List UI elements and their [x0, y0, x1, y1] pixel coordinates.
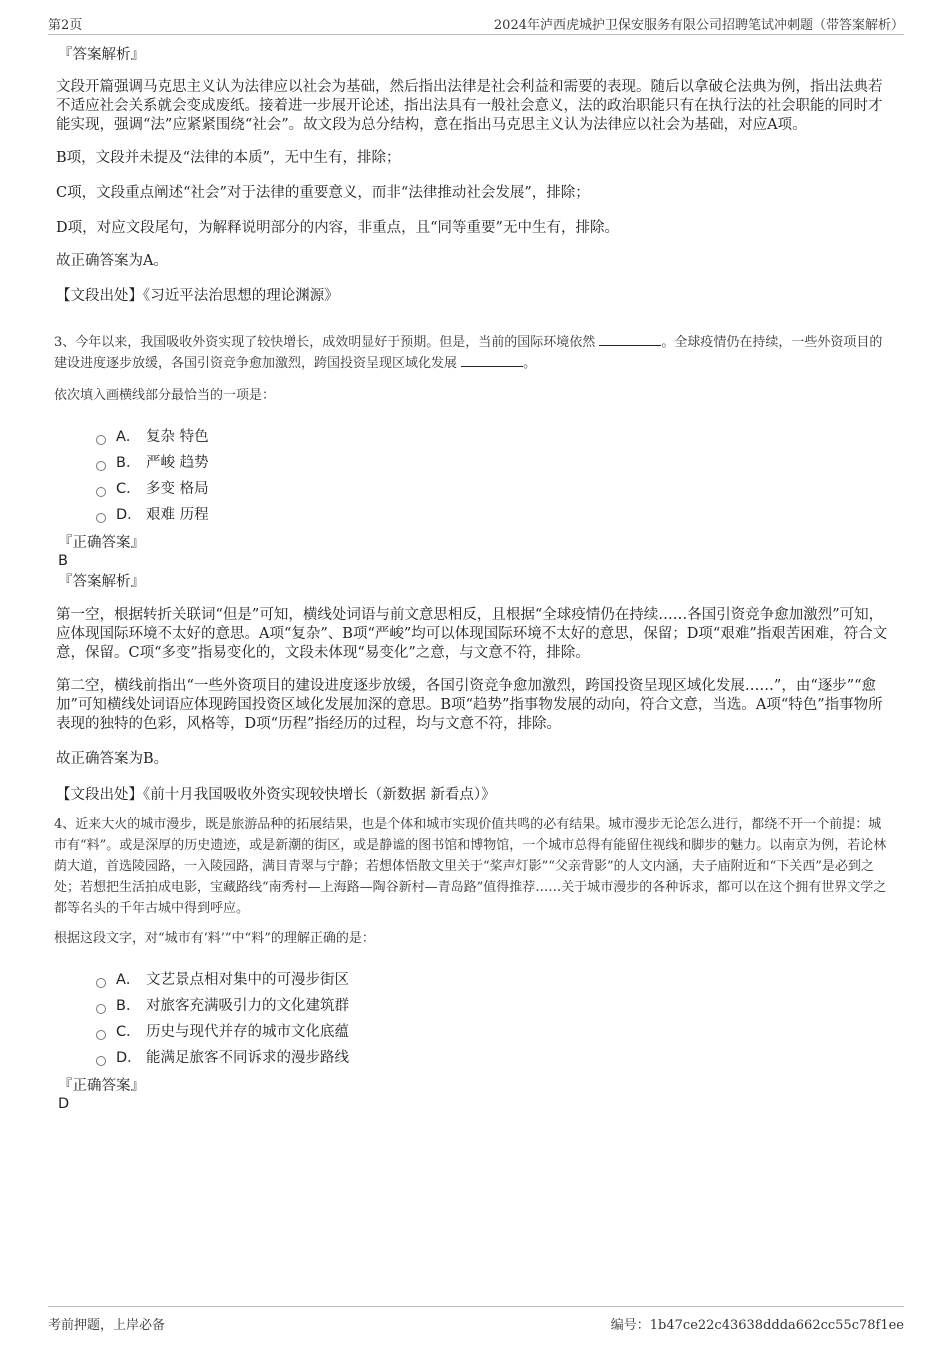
options-list: [96, 967, 894, 1071]
question-stem: 3、今年以来，我国吸收外资实现了较快增长，成效明显好于预期。但是，当前的国际环境依然 。全球疫情仍在持续，一些外资项目的建设进度逐步放缓，各国引资竞争愈加激烈，跨国投资呈现区域化发展 。: [54, 335, 883, 371]
radio-icon[interactable]: [96, 513, 106, 523]
radio-icon[interactable]: [96, 461, 106, 471]
correct-answer-label: 『正确答案』: [58, 535, 145, 551]
correct-answer: B: [58, 553, 68, 569]
option-d[interactable]: D． 艰难 历程: [96, 502, 894, 528]
footer-note: 考前押题，上岸必备: [48, 1318, 166, 1333]
analysis-paragraph: 第二空，横线前指出“一些外资项目的建设进度逐步放缓，各国引资竞争愈加激烈，跨国投资呈现区域化发展……”，由“逐步”“愈加”可知横线处词语应体现跨国投资区域化发展加深的意思。B项“趋势”指事物发展的动向，符合文意，当选。A项“特色”指事物所表现的独特的色彩，风格等，D项“历程”指经历的过程，均与文意不符，排除。: [56, 678, 883, 732]
analysis-label: 『答案解析』: [58, 47, 145, 63]
analysis-paragraph: D项，对应文段尾句，为解释说明部分的内容，非重点，且“同等重要”无中生有，排除。: [56, 220, 619, 236]
page-header: [48, 14, 904, 35]
option-c[interactable]: C． 历史与现代并存的城市文化底蕴: [96, 1019, 894, 1045]
fill-blank: [461, 354, 523, 367]
document-title: 2024年泸西虎城护卫保安服务有限公司招聘笔试冲刺题（带答案解析）: [493, 18, 904, 33]
radio-icon[interactable]: [96, 978, 106, 988]
option-b[interactable]: B． 对旅客充满吸引力的文化建筑群: [96, 993, 894, 1019]
fill-blank: [599, 333, 661, 346]
option-c[interactable]: C． 多变 格局: [96, 476, 894, 502]
source: 【文段出处】《前十月我国吸收外资实现较快增长（新数据 新看点）》: [56, 787, 496, 803]
correct-answer: D: [58, 1096, 70, 1112]
document-code: 编号：1b47ce22c43638ddda662cc55c78f1ee: [610, 1318, 904, 1333]
page-footer: [48, 1306, 904, 1331]
option-a[interactable]: A． 文艺景点相对集中的可漫步街区: [96, 967, 894, 993]
page-number: 第2页: [48, 18, 83, 33]
radio-icon[interactable]: [96, 1030, 106, 1040]
question-prompt: 根据这段文字，对“城市有‘料’”中“料”的理解正确的是：: [54, 931, 375, 946]
conclusion: 故正确答案为B。: [56, 751, 169, 767]
correct-answer-label: 『正确答案』: [58, 1078, 145, 1094]
source: 【文段出处】《习近平法治思想的理论渊源》: [56, 288, 339, 304]
option-d[interactable]: D． 能满足旅客不同诉求的漫步路线: [96, 1045, 894, 1071]
analysis-paragraph: 第一空，根据转折关联词“但是”可知，横线处词语与前文意思相反，且根据“全球疫情仍在持续……各国引资竞争愈加激烈”可知，应体现国际环境不太好的意思。A项“复杂”、B项“严峻”均可以体现国际环境不太好的意思，保留；D项“艰难”指艰苦困难，符合文意，保留。C项“多变”指易变化的，文段未体现“易变化”之意，与文意不符，排除。: [56, 607, 888, 661]
option-b[interactable]: B． 严峻 趋势: [96, 450, 894, 476]
question-stem: 4、近来大火的城市漫步，既是旅游品种的拓展结果，也是个体和城市实现价值共鸣的必有结果。城市漫步无论怎么进行，都绕不开一个前提：城市有“料”。或是深厚的历史遗迹，或是新潮的街区，或是静谧的图书馆和博物馆，一个城市总得有能留住视线和脚步的魅力。以南京为例，若论林荫大道，首选陵园路，一入陵园路，满目青翠与宁静；若想体悟散文里关于“桨声灯影”“父亲背影”的人文内涵，夫子庙附近和“下关西”是必到之处；若想把生活拍成电影，宝藏路线“南秀村—上海路—陶谷新村—青岛路”值得推荐……关于城市漫步的各种诉求，都可以在这个拥有世界文学之都等名头的千年古城中得到呼应。: [54, 817, 887, 916]
radio-icon[interactable]: [96, 1056, 106, 1066]
analysis-paragraph: B项，文段并未提及“法律的本质”，无中生有，排除；: [56, 150, 401, 166]
radio-icon[interactable]: [96, 435, 106, 445]
options-list: [96, 424, 894, 528]
question-prompt: 依次填入画横线部分最恰当的一项是：: [54, 388, 276, 403]
analysis-paragraph: 文段开篇强调马克思主义认为法律应以社会为基础，然后指出法律是社会利益和需要的表现。随后以拿破仑法典为例，指出法典若不适应社会关系就会变成废纸。接着进一步展开论述，指出法具有一般社会意义，法的政治职能只有在执行法的社会职能的同时才能实现，强调“法”应紧紧围绕“社会”。故文段为总分结构，意在指出马克思主义认为法律应以社会为基础，对应A项。: [56, 79, 883, 133]
analysis-label: 『答案解析』: [58, 574, 145, 590]
radio-icon[interactable]: [96, 487, 106, 497]
option-a[interactable]: A． 复杂 特色: [96, 424, 894, 450]
page-content: [56, 46, 894, 1113]
radio-icon[interactable]: [96, 1004, 106, 1014]
conclusion: 故正确答案为A。: [56, 253, 168, 269]
analysis-paragraph: C项，文段重点阐述“社会”对于法律的重要意义，而非“法律推动社会发展”，排除；: [56, 185, 590, 201]
